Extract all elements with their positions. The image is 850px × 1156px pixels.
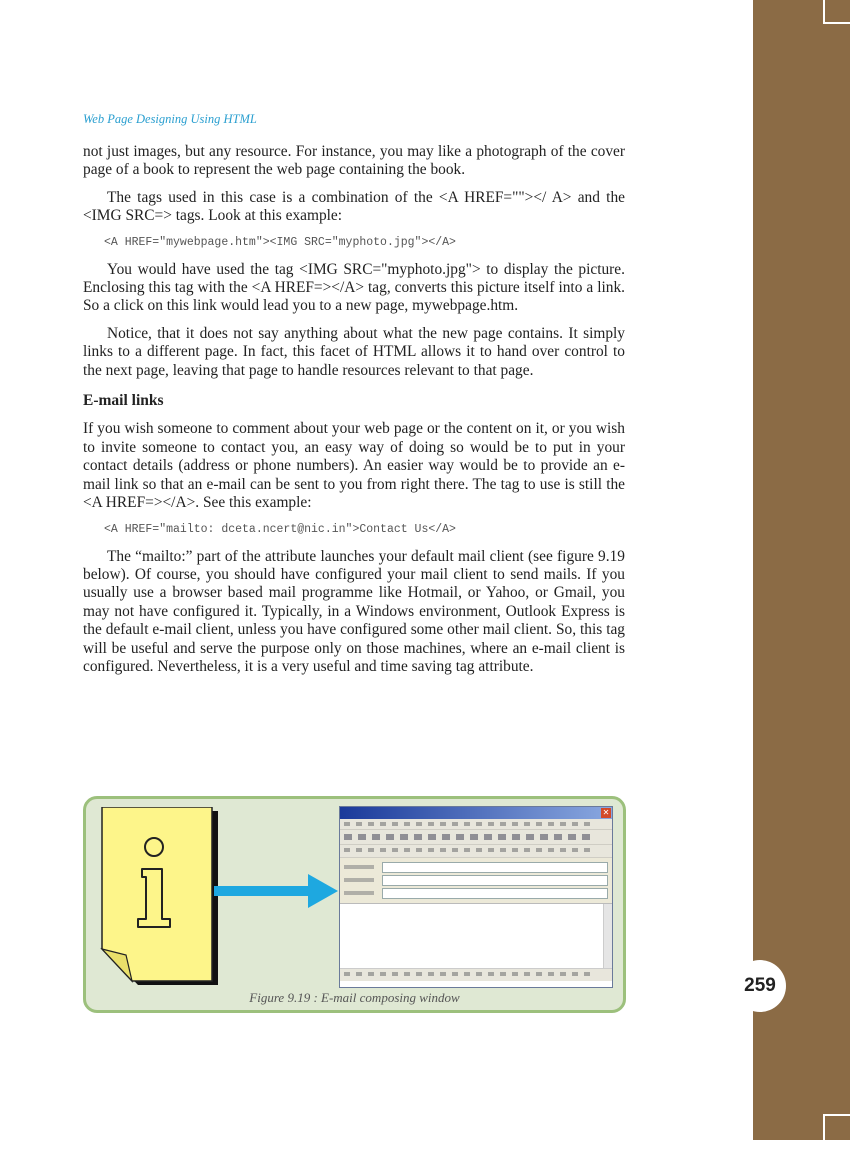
paragraph-4: Notice, that it does not say anything about what the new page contains. It simply links to a different page. In fact, this facet of HTML allows it to hand over control to the next page, leaving that page to handle resources relevant to that page. [83, 324, 625, 379]
scrollbar [603, 904, 612, 968]
crop-mark-top [823, 0, 850, 24]
window-title-bar [340, 807, 612, 819]
page-number: 259 [734, 960, 786, 1012]
close-icon: ✕ [602, 808, 610, 817]
paragraph-6: The “mailto:” part of the attribute launches your default mail client (see figure 9.19 below). Of course, you should have configured your mail client to send mails. If you usually use a browser based mail programme like Hotmail, or Yahoo, or Gmail, you may not have configured it. Typically, in a Windows environment, Outlook Express is the default e-mail client, unless you have configured some other mail client. So, this tag will be useful and serve the purpose only on those machines, where an e-mail client is configured. Nevertheless, it is a very useful and time saving tag attribute. [83, 547, 625, 675]
running-header: Web Page Designing Using HTML [83, 112, 257, 126]
arrow-right-icon [214, 874, 338, 908]
paragraph-2: The tags used in this case is a combination of the <A HREF=""></ A> and the <IMG SRC=> tags. Look at this example: [83, 188, 625, 225]
address-fields [340, 858, 612, 904]
section-heading-email-links: E-mail links [83, 392, 164, 410]
paragraph-1: not just images, but any resource. For instance, you may like a photograph of the cover page of a book to represent the web page containing the book. [83, 143, 625, 179]
figure-9-19 [83, 796, 626, 1013]
email-compose-window-image [339, 806, 613, 988]
crop-mark-bottom [823, 1114, 850, 1156]
window-menu-bar [340, 819, 612, 830]
paragraph-3: You would have used the tag <IMG SRC="myphoto.jpg"> to display the picture. Enclosing this tag with the <A HREF=></A> tag, converts this picture itself into a link. So a click on this link would lead you to a new page, mywebpage.htm. [83, 260, 625, 315]
code-example-1: <A HREF="mywebpage.htm"><IMG SRC="myphoto.jpg"></A> [104, 235, 456, 249]
code-example-2: <A HREF="mailto: dceta.ncert@nic.in">Contact Us</A> [104, 522, 456, 536]
window-format-bar [340, 845, 612, 858]
message-body-area [340, 904, 612, 969]
main-text [83, 143, 625, 685]
figure-caption: Figure 9.19 : E-mail composing window [249, 990, 460, 1005]
window-toolbar [340, 830, 612, 845]
window-status-bar [340, 969, 612, 981]
info-icon [98, 807, 222, 989]
paragraph-5: If you wish someone to comment about your web page or the content on it, or you wish to invite someone to contact you, an easy way of doing so would be to put in your contact details (address or phone numbers). An easier way would be to provide an e-mail link so that an e-mail can be sent to you from right there. The tag to use is still the <A HREF=></A>. See this example: [83, 420, 625, 512]
